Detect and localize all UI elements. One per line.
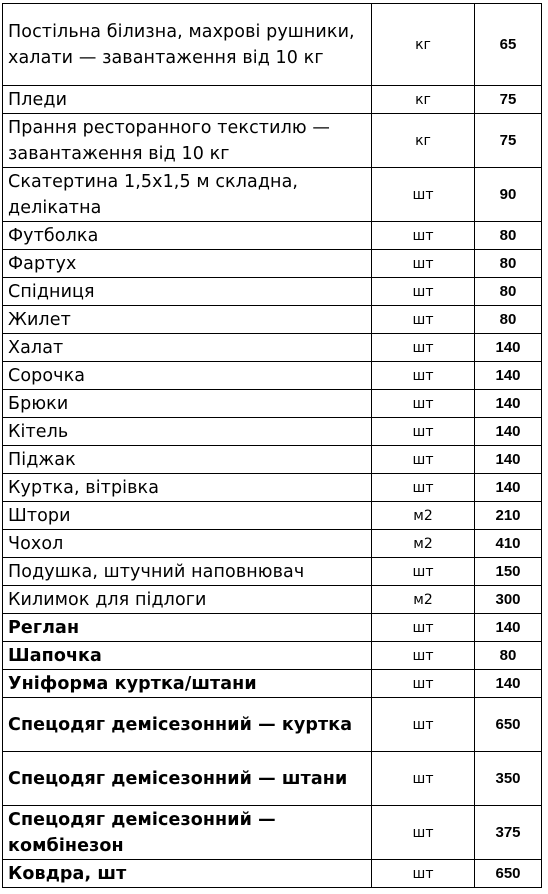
item-name-cell: Куртка, вітрівка [3,474,372,502]
unit-cell: кг [372,114,475,168]
item-name-cell: Фартух [3,250,372,278]
unit-cell: шт [372,642,475,670]
item-name-cell: Уніформа куртка/штани [3,670,372,698]
table-row [3,642,542,670]
price-cell: 300 [475,586,542,614]
price-cell: 410 [475,530,542,558]
unit-cell: шт [372,446,475,474]
price-cell: 350 [475,752,542,806]
unit-cell: шт [372,306,475,334]
unit-cell: шт [372,250,475,278]
price-cell: 375 [475,806,542,860]
item-name-cell: Штори [3,502,372,530]
unit-cell: шт [372,558,475,586]
table-row [3,586,542,614]
price-cell: 140 [475,670,542,698]
unit-cell: м2 [372,586,475,614]
unit-cell: шт [372,390,475,418]
item-name-cell: Постільна білизна, махрові рушники, халати — завантаження від 10 кг [3,4,372,86]
table-row [3,250,542,278]
price-cell: 140 [475,418,542,446]
table-row [3,614,542,642]
unit-cell: шт [372,670,475,698]
table-row [3,306,542,334]
unit-cell: шт [372,806,475,860]
unit-cell: м2 [372,530,475,558]
item-name-cell: Спецодяг демісезонний — комбінезон [3,806,372,860]
price-table [2,3,542,888]
price-cell: 80 [475,222,542,250]
item-name-cell: Кітель [3,418,372,446]
item-name-cell: Сорочка [3,362,372,390]
table-row [3,698,542,752]
item-name-cell: Брюки [3,390,372,418]
unit-cell: шт [372,614,475,642]
price-cell: 75 [475,114,542,168]
price-cell: 140 [475,474,542,502]
table-row [3,474,542,502]
price-cell: 90 [475,168,542,222]
item-name-cell: Ковдра, шт [3,860,372,888]
price-cell: 140 [475,334,542,362]
price-cell: 65 [475,4,542,86]
unit-cell: шт [372,334,475,362]
price-cell: 140 [475,390,542,418]
table-row [3,362,542,390]
item-name-cell: Халат [3,334,372,362]
unit-cell: шт [372,168,475,222]
table-row [3,752,542,806]
item-name-cell: Шапочка [3,642,372,670]
item-name-cell: Чохол [3,530,372,558]
table-row [3,114,542,168]
price-cell: 140 [475,362,542,390]
item-name-cell: Пледи [3,86,372,114]
unit-cell: шт [372,278,475,306]
item-name-cell: Спідниця [3,278,372,306]
item-name-cell: Реглан [3,614,372,642]
unit-cell: шт [372,474,475,502]
table-row [3,168,542,222]
table-row [3,418,542,446]
price-cell: 140 [475,446,542,474]
price-cell: 210 [475,502,542,530]
table-row [3,502,542,530]
table-row [3,278,542,306]
item-name-cell: Подушка, штучний наповнювач [3,558,372,586]
item-name-cell: Скатертина 1,5х1,5 м складна, делікатна [3,168,372,222]
unit-cell: кг [372,86,475,114]
unit-cell: шт [372,860,475,888]
price-cell: 80 [475,250,542,278]
item-name-cell: Спецодяг демісезонний — штани [3,752,372,806]
table-row [3,4,542,86]
table-row [3,334,542,362]
price-cell: 650 [475,860,542,888]
table-row [3,860,542,888]
table-row [3,806,542,860]
table-row [3,86,542,114]
unit-cell: м2 [372,502,475,530]
price-cell: 650 [475,698,542,752]
price-cell: 150 [475,558,542,586]
price-table-body [3,4,542,888]
unit-cell: шт [372,752,475,806]
unit-cell: шт [372,222,475,250]
price-cell: 75 [475,86,542,114]
table-row [3,530,542,558]
price-cell: 80 [475,306,542,334]
item-name-cell: Футболка [3,222,372,250]
item-name-cell: Жилет [3,306,372,334]
table-row [3,222,542,250]
unit-cell: кг [372,4,475,86]
table-row [3,558,542,586]
item-name-cell: Прання ресторанного текстилю — завантаження від 10 кг [3,114,372,168]
unit-cell: шт [372,362,475,390]
table-row [3,670,542,698]
table-row [3,390,542,418]
table-row [3,446,542,474]
price-cell: 80 [475,642,542,670]
unit-cell: шт [372,418,475,446]
price-cell: 140 [475,614,542,642]
item-name-cell: Килимок для підлоги [3,586,372,614]
item-name-cell: Піджак [3,446,372,474]
price-cell: 80 [475,278,542,306]
unit-cell: шт [372,698,475,752]
item-name-cell: Спецодяг демісезонний — куртка [3,698,372,752]
